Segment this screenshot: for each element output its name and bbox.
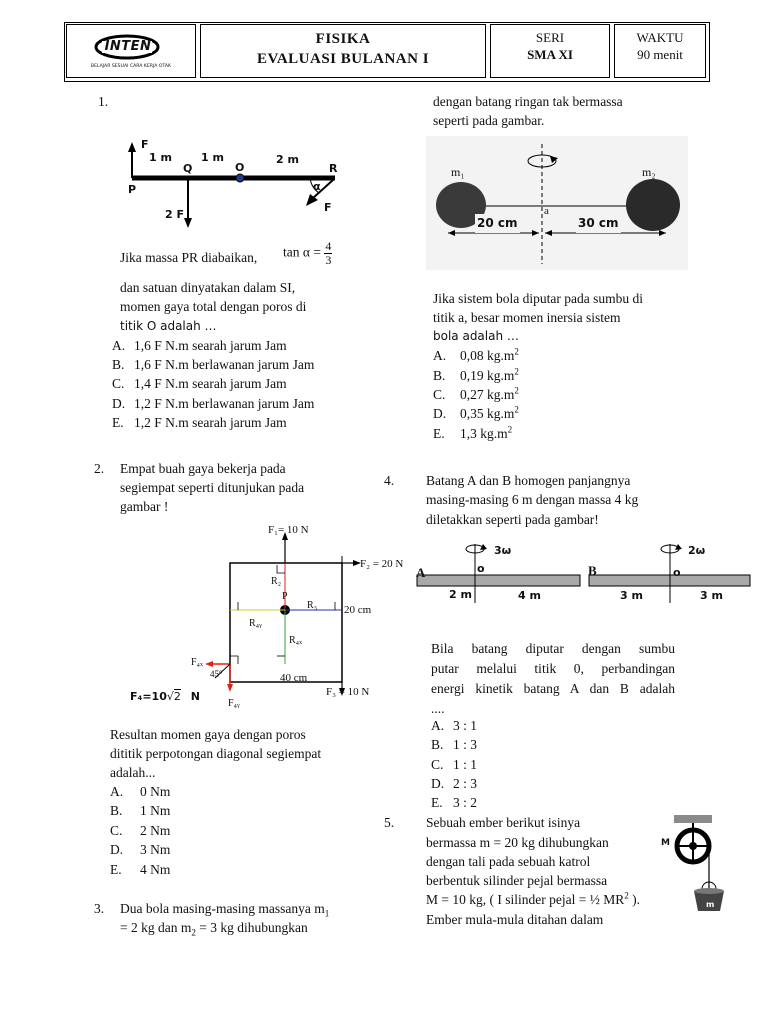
q3-number: 3. bbox=[94, 901, 105, 916]
q3-line-2-b: = 3 kg dihubungkan bbox=[195, 920, 308, 935]
q4-option-e: 3 : 2 bbox=[453, 795, 478, 810]
series-label: SERI bbox=[535, 30, 565, 45]
q4-option-c-label: C. bbox=[431, 757, 444, 772]
q1-option-b-label: B. bbox=[112, 357, 125, 372]
q2-line-1: Empat buah gaya bekerja pada bbox=[120, 461, 286, 476]
q4-option-d: 2 : 3 bbox=[453, 776, 478, 791]
q1-number: 1. bbox=[98, 94, 109, 109]
q4-option-b-label: B. bbox=[431, 737, 444, 752]
q3-q-line-3: bola adalah … bbox=[433, 329, 519, 343]
q1-label-Q: Q bbox=[183, 162, 193, 175]
time-label: WAKTU bbox=[636, 30, 684, 45]
q1-label-F-right: F bbox=[324, 201, 332, 214]
q4-q-line-3: energi kinetik batang A dan B adalah bbox=[431, 681, 675, 696]
q1-tan-expression bbox=[283, 240, 332, 267]
q2-label-R4x: R₄ₓ bbox=[289, 635, 303, 646]
q5-line-5 bbox=[426, 890, 640, 909]
subject-title: FISIKA bbox=[315, 31, 371, 47]
q3-option-e-label: E. bbox=[433, 426, 445, 441]
q4-line-3: diletakkan seperti pada gambar! bbox=[426, 512, 599, 527]
q3-option-d: 0,35 kg.m bbox=[460, 406, 515, 421]
q1-label-1m-a: 1 m bbox=[149, 151, 172, 164]
q2-option-a-label: A. bbox=[110, 784, 124, 799]
q1-option-b: 1,6 F N.m berlawanan jarum Jam bbox=[134, 357, 315, 372]
q3-option-c-label: C. bbox=[433, 387, 446, 402]
q2-option-c-label: C. bbox=[110, 823, 123, 838]
q4-label-B-3m-a: 3 m bbox=[620, 589, 643, 602]
q1-text-b: dan satuan dinyatakan dalam SI, bbox=[120, 280, 296, 295]
q5-label-m: m bbox=[706, 900, 715, 909]
q2-option-b: 1 Nm bbox=[140, 803, 171, 818]
q4-line-2: masing-masing 6 m dengan massa 4 kg bbox=[426, 492, 639, 507]
q1-label-O: O bbox=[235, 161, 245, 174]
q1-option-e-label: E. bbox=[112, 415, 124, 430]
q3-line-2 bbox=[120, 918, 308, 937]
q3-option-b-row bbox=[460, 366, 519, 385]
q4-label-oB: o bbox=[673, 566, 681, 579]
q3-option-e-row bbox=[460, 424, 512, 443]
inten-logo bbox=[94, 32, 164, 60]
q5-line-5-a: M = 10 kg, ( I silinder pejal = ½ MR bbox=[426, 892, 625, 907]
q4-line-1: Batang A dan B homogen panjangnya bbox=[426, 473, 631, 488]
q2-label-R3: R₃ bbox=[307, 600, 318, 611]
q5-label-M: M bbox=[661, 838, 670, 848]
q4-label-B: B bbox=[588, 563, 597, 578]
q3-option-e-sup: 2 bbox=[507, 424, 513, 435]
q1-option-a: 1,6 F N.m searah jarum Jam bbox=[134, 338, 287, 353]
q1-label-1m-b: 1 m bbox=[201, 151, 224, 164]
q3-cont-2: seperti pada gambar. bbox=[433, 113, 545, 128]
q1-label-2m: 2 m bbox=[276, 153, 299, 166]
q3-option-c-sup: 2 bbox=[514, 385, 519, 396]
q1-option-a-label: A. bbox=[112, 338, 126, 353]
q3-q-line-1: Jika sistem bola diputar pada sumbu di bbox=[433, 291, 643, 306]
q4-option-a: 3 : 1 bbox=[453, 718, 478, 733]
q2-option-d: 3 Nm bbox=[140, 842, 171, 857]
q2-label-F3: F₃ = 10 N bbox=[326, 686, 370, 698]
q2-label-F4 bbox=[130, 690, 200, 703]
q1-label-alpha: α bbox=[313, 180, 321, 193]
q2-label-20cm: 20 cm bbox=[344, 604, 372, 616]
q4-label-3w: 3ω bbox=[494, 544, 512, 557]
q4-option-e-label: E. bbox=[431, 795, 443, 810]
q2-q-line-2: dititik perpotongan diagonal segiempat bbox=[110, 746, 322, 761]
q4-q-line-2: putar melalui titik 0, perbandingan bbox=[431, 661, 675, 676]
q3-option-a-label: A. bbox=[433, 348, 447, 363]
q2-label-R2: R₂ bbox=[271, 576, 282, 587]
q3-option-d-label: D. bbox=[433, 406, 447, 421]
q1-option-d-label: D. bbox=[112, 396, 126, 411]
q5-line-1: Sebuah ember berikut isinya bbox=[426, 815, 581, 830]
q3-line-1-sub: 1 bbox=[324, 908, 330, 919]
q4-q-line-1: Bila batang diputar dengan sumbu bbox=[431, 641, 675, 656]
sqrt-icon: √ bbox=[166, 690, 174, 703]
q2-label-F4-unit: N bbox=[190, 690, 200, 703]
q5-line-6: Ember mula-mula ditahan dalam bbox=[426, 912, 604, 927]
q2-option-e: 4 Nm bbox=[140, 862, 171, 877]
q3-line-2-sub: 2 bbox=[191, 927, 196, 938]
logo-tagline: BELAJAR SESUAI CARA KERJA OTAK bbox=[90, 64, 172, 69]
q2-line-3: gambar ! bbox=[120, 499, 169, 514]
q1-option-e: 1,2 F N.m searah jarum Jam bbox=[134, 415, 287, 430]
q3-option-d-row bbox=[460, 404, 519, 423]
q4-option-d-label: D. bbox=[431, 776, 445, 791]
q3-option-a: 0,08 kg.m bbox=[460, 348, 515, 363]
q2-line-2: segiempat seperti ditunjukan pada bbox=[120, 480, 305, 495]
q3-label-m2: m₂ bbox=[642, 165, 656, 179]
q1-option-d: 1,2 F N.m berlawanan jarum Jam bbox=[134, 396, 315, 411]
q1-text-a: Jika massa PR diabaikan, bbox=[120, 250, 258, 265]
q1-label-R: R bbox=[329, 162, 338, 175]
q2-option-d-label: D. bbox=[110, 842, 124, 857]
q3-option-a-row bbox=[460, 346, 519, 365]
q3-option-c-row bbox=[460, 385, 519, 404]
q3-label-30cm: 30 cm bbox=[576, 214, 621, 233]
q3-option-b-label: B. bbox=[433, 368, 446, 383]
q5-line-4: berbentuk silinder pejal bermassa bbox=[426, 873, 608, 888]
q2-q-line-3: adalah... bbox=[110, 765, 156, 780]
q2-option-e-label: E. bbox=[110, 862, 122, 877]
q3-option-c: 0,27 kg.m bbox=[460, 387, 515, 402]
q3-line-1 bbox=[120, 899, 329, 918]
q5-line-3: dengan tali pada sebuah katrol bbox=[426, 854, 591, 869]
q5-number: 5. bbox=[384, 815, 395, 830]
q4-option-a-label: A. bbox=[431, 718, 445, 733]
q3-label-m1: m₁ bbox=[451, 165, 465, 179]
q1-tan-num: 4 bbox=[325, 239, 332, 253]
exam-title: EVALUASI BULANAN I bbox=[256, 51, 430, 67]
q3-label-a: a bbox=[544, 205, 549, 217]
q1-option-c: 1,4 F N.m searah jarum Jam bbox=[134, 376, 287, 391]
q4-label-2w: 2ω bbox=[688, 544, 706, 557]
q3-option-b-sup: 2 bbox=[514, 366, 519, 377]
q3-line-2-a: = 2 kg dan m bbox=[120, 920, 192, 935]
q3-label-20cm: 20 cm bbox=[475, 214, 520, 233]
q2-label-F4y: F₄ᵧ bbox=[228, 698, 240, 709]
q2-label-R4y: R₄ᵧ bbox=[249, 618, 262, 629]
q1-tan-fraction bbox=[324, 240, 332, 267]
logo-text: INTEN bbox=[104, 39, 152, 54]
q1-text-d: titik O adalah … bbox=[120, 319, 217, 333]
q5-pulley-diagram bbox=[660, 813, 732, 918]
q4-question bbox=[431, 639, 675, 719]
q2-q-line-1: Resultan momen gaya dengan poros bbox=[110, 727, 306, 742]
q2-label-F2: F₂ = 20 N bbox=[360, 558, 404, 570]
series-value: SMA XI bbox=[527, 47, 573, 62]
q3-cont-1: dengan batang ringan tak bermassa bbox=[433, 94, 623, 109]
q3-option-b: 0,19 kg.m bbox=[460, 368, 515, 383]
q2-option-a: 0 Nm bbox=[140, 784, 171, 799]
q3-option-a-sup: 2 bbox=[514, 346, 519, 357]
q5-line-2: bermassa m = 20 kg dihubungkan bbox=[426, 835, 609, 850]
q2-label-40cm: 40 cm bbox=[280, 672, 308, 684]
q2-label-45: 45° bbox=[210, 669, 223, 679]
q1-label-P: P bbox=[128, 183, 137, 196]
q2-label-F4-text: F₄=10 bbox=[130, 690, 167, 703]
q4-option-c: 1 : 1 bbox=[453, 757, 478, 772]
q1-label-2F: 2 F bbox=[165, 208, 184, 221]
q3-balls-diagram bbox=[426, 136, 688, 270]
q1-tan-den: 3 bbox=[325, 253, 332, 267]
q3-option-d-sup: 2 bbox=[514, 404, 519, 415]
q4-number: 4. bbox=[384, 473, 395, 488]
q1-label-F: F bbox=[141, 138, 149, 151]
q4-label-A-4m: 4 m bbox=[518, 589, 541, 602]
q1-option-c-label: C. bbox=[112, 376, 125, 391]
q2-option-b-label: B. bbox=[110, 803, 123, 818]
q4-label-B-3m-b: 3 m bbox=[700, 589, 723, 602]
q2-label-F1: F₁= 10 N bbox=[268, 524, 309, 536]
q3-option-e: 1,3 kg.m bbox=[460, 426, 508, 441]
q1-text-c: momen gaya total dengan poros di bbox=[120, 299, 307, 314]
q4-label-oA: o bbox=[477, 562, 485, 575]
q4-label-A-2m: 2 m bbox=[449, 588, 472, 601]
q3-q-line-2: titik a, besar momen inersia sistem bbox=[433, 310, 621, 325]
q4-option-b: 1 : 3 bbox=[453, 737, 478, 752]
q2-number: 2. bbox=[94, 461, 105, 476]
q3-line-1-text: Dua bola masing-masing massanya m bbox=[120, 901, 325, 916]
q1-tan-lhs: tan α = bbox=[283, 244, 321, 260]
q4-label-A: A bbox=[416, 565, 426, 580]
q2-label-F4x: F₄ₓ bbox=[191, 657, 203, 668]
q5-line-5-b: ). bbox=[628, 892, 640, 907]
q2-label-F4-sqrt: 2 bbox=[173, 690, 181, 703]
q4-q-line-4: .... bbox=[431, 701, 445, 716]
time-value: 90 menit bbox=[637, 47, 683, 62]
q2-label-P: P bbox=[282, 591, 288, 602]
q5-line-5-sup: 2 bbox=[624, 890, 629, 901]
q2-option-c: 2 Nm bbox=[140, 823, 171, 838]
